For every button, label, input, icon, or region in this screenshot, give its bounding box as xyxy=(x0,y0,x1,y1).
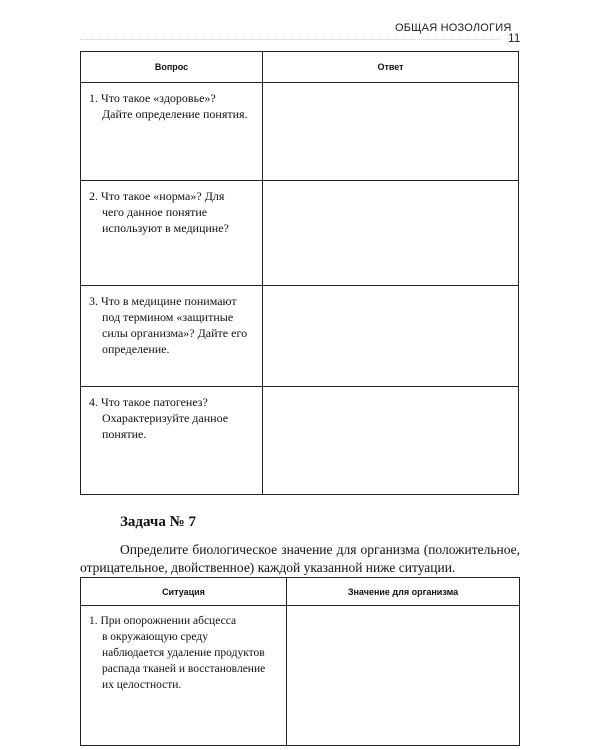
question-text: Охарактеризуйте данное xyxy=(102,411,229,425)
question-text: силы организма»? Дайте его xyxy=(102,326,248,340)
situation-cell xyxy=(81,606,287,746)
table-row xyxy=(81,83,519,181)
table-row xyxy=(81,606,520,746)
question-cell xyxy=(81,83,263,181)
significance-text xyxy=(287,606,519,613)
question-text: чего данное понятие xyxy=(102,205,208,219)
question-cell xyxy=(81,387,263,495)
question-text: используют в медицине? xyxy=(102,221,229,235)
question-cell xyxy=(81,181,263,286)
running-header-title: ОБЩАЯ НОЗОЛОГИЯ xyxy=(395,22,512,34)
answer-text xyxy=(263,181,518,188)
column-header-question: Вопрос xyxy=(81,52,263,83)
question-text: под термином «защитные xyxy=(102,310,234,324)
question-text: 3. Что в медицине понимают xyxy=(89,294,237,308)
answer-cell[interactable] xyxy=(263,286,519,387)
question-text: 2. Что такое «норма»? Для xyxy=(89,189,225,203)
situation-text: распада тканей и восстановление xyxy=(102,663,266,675)
question-answer-table xyxy=(80,51,519,495)
header-divider xyxy=(80,39,500,40)
situation-text: в окружающую среду xyxy=(102,631,208,643)
table-row xyxy=(81,286,519,387)
table-row xyxy=(81,181,519,286)
situation-text: наблюдается удаление продуктов xyxy=(102,647,265,659)
column-header-situation: Ситуация xyxy=(81,578,287,606)
table-row xyxy=(81,387,519,495)
question-text: 1. Что такое «здоровье»? xyxy=(89,91,216,105)
question-text: Дайте определение понятия. xyxy=(102,107,248,121)
answer-text xyxy=(263,286,518,293)
task-title: Задача № 7 xyxy=(120,514,196,530)
situation-table xyxy=(80,577,520,746)
question-text: 4. Что такое патогенез? xyxy=(89,395,208,409)
significance-cell[interactable] xyxy=(287,606,520,746)
task-instructions: Определите биологическое значение для организма (положительное, отрицательное, двойственное) каждой указанной ниже ситуации. xyxy=(80,542,520,575)
answer-cell[interactable] xyxy=(263,83,519,181)
situation-text: их целостности. xyxy=(102,679,182,691)
answer-text xyxy=(263,83,518,90)
situation-text: 1. При опорожнении абсцесса xyxy=(89,615,237,627)
question-cell xyxy=(81,286,263,387)
question-text: понятие. xyxy=(102,427,147,441)
column-header-answer: Ответ xyxy=(263,52,519,83)
column-header-significance: Значение для организма xyxy=(287,578,520,606)
answer-text xyxy=(263,387,518,394)
page-number: 11 xyxy=(508,31,521,45)
answer-cell[interactable] xyxy=(263,387,519,495)
question-text: определение. xyxy=(102,342,170,356)
answer-cell[interactable] xyxy=(263,181,519,286)
